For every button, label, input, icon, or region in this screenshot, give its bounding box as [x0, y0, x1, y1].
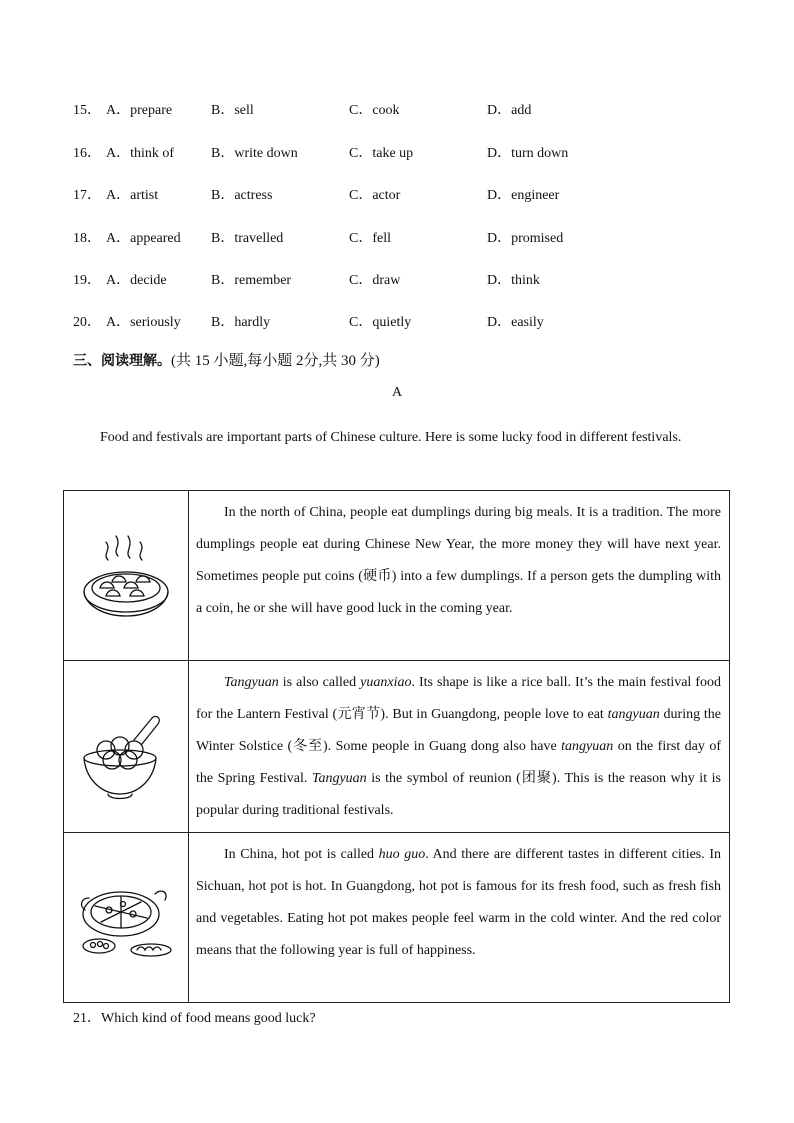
text-span: during the Winter Solstice (冬至). Some people in Guang dong also have — [196, 707, 722, 754]
image-cell — [64, 661, 189, 833]
option-a: A．prepare — [106, 103, 173, 118]
hot-pot-text — [189, 833, 730, 1003]
text-span: . Its shape is like a rice ball. It’s the main festival food for the Lantern Festival (元宵节). But in Guangdong, people love to eat — [196, 675, 722, 722]
option-c: C．draw — [349, 273, 401, 288]
option-b: B．actress — [211, 188, 273, 203]
question-row — [73, 101, 713, 121]
option-b: B．hardly — [211, 315, 271, 330]
section-heading — [73, 350, 380, 372]
text-span: is also called — [278, 675, 361, 690]
option-b: B．remember — [211, 273, 292, 288]
text-span: In China, hot pot is called — [224, 847, 379, 862]
option-c: C．cook — [349, 103, 400, 118]
table-row — [64, 661, 730, 833]
italic-term: Tangyuan — [311, 771, 367, 786]
question-row — [73, 271, 713, 291]
image-cell — [64, 491, 189, 661]
option-c: C．fell — [349, 231, 391, 246]
option-d: D．easily — [487, 315, 544, 330]
option-d: D．engineer — [487, 188, 560, 203]
question-number: 16． — [73, 146, 101, 161]
italic-term: tangyuan — [561, 739, 614, 754]
section-score-note: (共 15 小题,每小题 2分,共 30 分) — [171, 353, 380, 369]
section-title: 三、阅读理解。 — [73, 353, 171, 369]
image-cell — [64, 833, 189, 1003]
option-a: A．think of — [106, 146, 175, 161]
text-span: is the symbol of reunion (团聚). This is the reason why it is popular during traditional festivals. — [196, 771, 721, 818]
option-d: D．turn down — [487, 146, 569, 161]
option-b: B．sell — [211, 103, 254, 118]
option-d: D．promised — [487, 231, 564, 246]
option-d: D．think — [487, 273, 540, 288]
question-row — [73, 229, 713, 249]
question-number: 17． — [73, 188, 101, 203]
question-row — [73, 144, 713, 164]
table-row — [64, 833, 730, 1003]
question-21: 21．Which kind of food means good luck? — [73, 1011, 316, 1026]
hot-pot-icon — [71, 864, 181, 974]
option-d: D．add — [487, 103, 532, 118]
question-number: 18． — [73, 231, 101, 246]
option-c: C．take up — [349, 146, 414, 161]
passage-letter: A — [391, 385, 403, 400]
tangyuan-bowl-icon — [78, 702, 174, 812]
question-row — [73, 313, 713, 333]
option-a: A．appeared — [106, 231, 181, 246]
text-span: on the first day of the Spring Festival. — [196, 739, 721, 786]
italic-term: tangyuan — [607, 707, 660, 722]
option-b: B．travelled — [211, 231, 284, 246]
option-a: A．seriously — [106, 315, 181, 330]
tangyuan-text — [189, 661, 730, 833]
italic-term: yuanxiao — [360, 675, 412, 690]
italic-term: huo guo — [378, 847, 426, 862]
question-number: 15． — [73, 103, 101, 118]
option-a: A．artist — [106, 188, 159, 203]
question-row — [73, 186, 713, 206]
question-number: 19． — [73, 273, 101, 288]
option-a: A．decide — [106, 273, 167, 288]
italic-term: Tangyuan — [224, 675, 279, 690]
text-span: . And there are different tastes in different cities. In Sichuan, hot pot is hot. In Guangdong, hot pot is famous for its fresh food, such as fresh fish and vegetables. Eating hot pot makes people feel warm in the cold winter. And the red color means that the following year is full of happiness. — [196, 847, 721, 958]
food-table — [63, 490, 730, 1003]
dumplings-text: In the north of China, people eat dumplings during big meals. It is a tradition. The more dumplings people eat during Chinese New Year, the more money they will have next year. Sometimes people put coins (硬币) into a few dumplings. If a person gets the dumpling with a coin, he or she will have good luck in the coming year. — [189, 491, 730, 661]
option-c: C．actor — [349, 188, 401, 203]
option-c: C．quietly — [349, 315, 412, 330]
table-row — [64, 491, 730, 661]
question-number: 20． — [73, 315, 101, 330]
passage-intro: Food and festivals are important parts of Chinese culture. Here is some lucky food in different festivals. — [100, 430, 682, 445]
option-b: B．write down — [211, 146, 298, 161]
dumplings-icon — [78, 530, 174, 640]
